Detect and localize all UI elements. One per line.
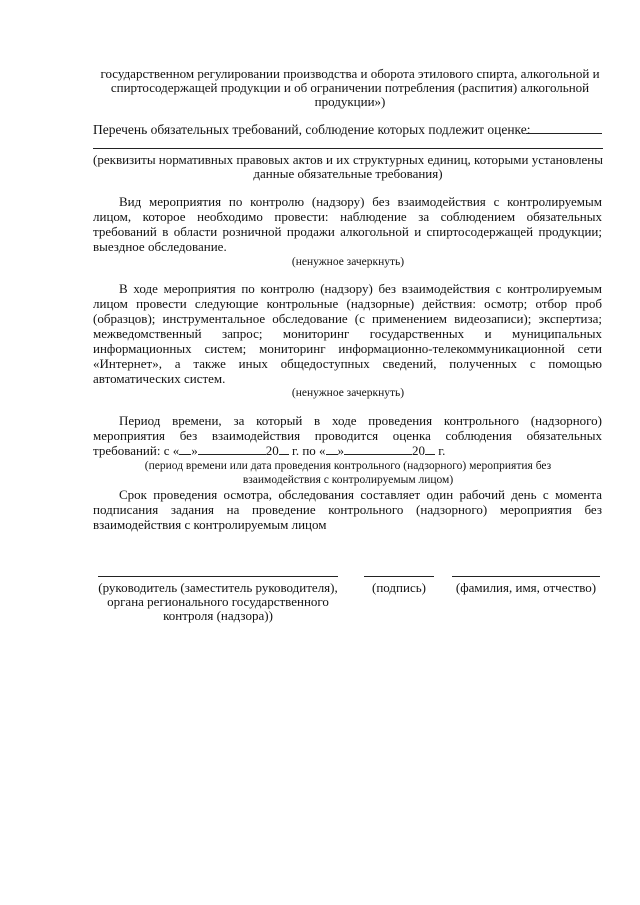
header-line-2: спиртосодержащей продукции и об ограничении потребления (распития) алкогольной [110,80,590,95]
period-end-month-field [344,443,412,455]
head-signature-line [98,576,338,577]
period-start-year-field [279,443,289,455]
head-caption-2: органа регионального государственного [107,594,329,609]
requirements-blank-line [93,148,603,149]
requirements-caption-2: данные обязательные требования) [253,166,443,181]
period-start-month-field [198,443,266,455]
period-date-prefix: требований: с « [93,443,180,458]
event-type-line-4: выездное обследование. [93,239,227,254]
event-type-line-1: Вид мероприятия по контролю (надзору) без взаимодействия с контролируемым [119,194,602,209]
duration-line-1: Срок проведения осмотра, обследования составляет один рабочий день с момента [119,487,602,502]
head-caption-3: контроля (надзора)) [163,608,273,623]
header-line-3: продукции») [314,94,386,109]
actions-line-3: (образцов); инструментальное обследование (с применением видеозаписи); экспертиза; [93,311,602,326]
name-caption: (фамилия, имя, отчество) [455,580,597,595]
actions-line-4: межведомственный запрос; мониторинг государственных и муниципальных [93,326,602,341]
period-end-quote: » [337,443,345,458]
requirements-fill-line [526,133,602,134]
name-signature-line [452,576,600,577]
period-end-year-field [425,443,435,455]
strike-note-2: (ненужное зачеркнуть) [291,387,405,399]
period-caption-2: взаимодействия с контролируемым лицом) [242,474,454,486]
period-caption-1: (период времени или дата проведения контрольного (надзорного) мероприятия без [144,460,552,472]
actions-line-5: информационных систем; мониторинг информационно-телекоммуникационной сети [93,341,602,356]
event-type-line-2: лицом, которое необходимо провести: наблюдение за соблюдением обязательных [93,209,602,224]
requirements-caption-1: (реквизиты нормативных правовых актов и их структурных единиц, которыми установлены [93,152,603,167]
period-end-year: 20 [412,443,426,458]
period-line-2: мероприятия без взаимодействия проводится оценка соблюдения обязательных [93,428,602,443]
sign-caption: (подпись) [372,580,426,595]
period-date-mid: г. по « [291,443,326,458]
requirements-label: Перечень обязательных требований, соблюдение которых подлежит оценке: [93,122,531,137]
actions-line-7: автоматических систем. [93,371,226,386]
period-date-suffix: г. [438,443,446,458]
sign-signature-line [364,576,434,577]
header-line-1: государственном регулировании производства и оборота этилового спирта, алкогольной и [100,66,600,81]
period-line-1: Период времени, за который в ходе проведения контрольного (надзорного) [119,413,602,428]
actions-line-1: В ходе мероприятия по контролю (надзору) без взаимодействия с контролируемым [119,281,602,296]
period-start-quote: » [191,443,198,458]
duration-line-3: взаимодействия с контролируемым лицом [93,517,327,532]
period-end-day-field [326,443,338,455]
period-date-line [93,443,445,458]
actions-line-6: «Интернет», а также иных общедоступных сведений, полученных с помощью [93,356,602,371]
head-caption-1: (руководитель (заместитель руководителя), [98,580,338,595]
period-start-year: 20 [265,443,279,458]
actions-line-2: лицом провести следующие контрольные (надзорные) действия: осмотр; отбор проб [93,296,602,311]
period-start-day-field [179,443,191,455]
event-type-line-3: требований в области розничной продажи алкогольной и спиртосодержащей продукции; [93,224,602,239]
duration-line-2: подписания задания на проведение контрольного (надзорного) мероприятия без [93,502,602,517]
strike-note-1: (ненужное зачеркнуть) [291,256,405,268]
